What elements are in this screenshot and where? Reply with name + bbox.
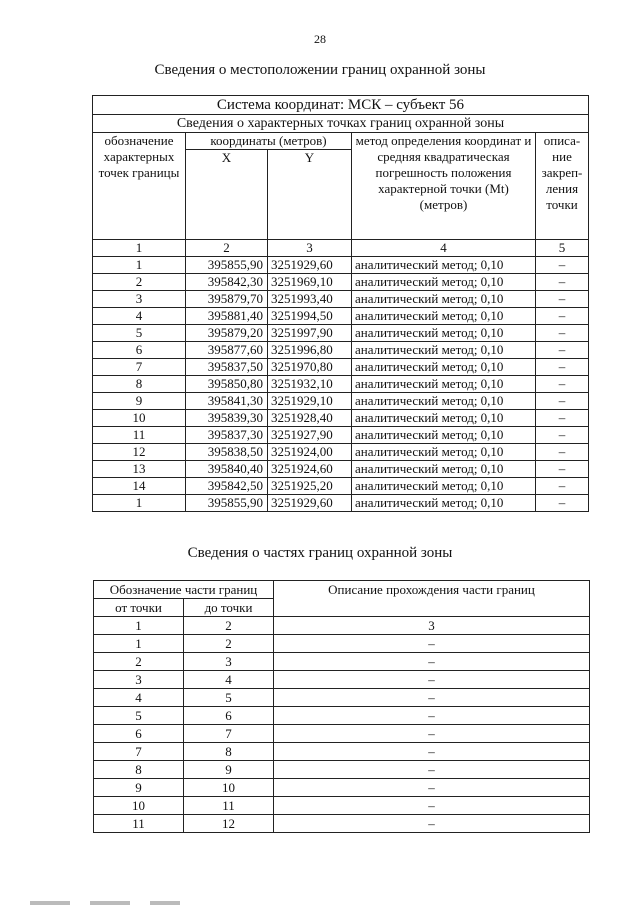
description: – (536, 359, 589, 376)
description: – (536, 393, 589, 410)
table-row (94, 797, 590, 815)
to-point: 2 (184, 635, 274, 653)
table-row (94, 689, 590, 707)
from-point: 4 (94, 689, 184, 707)
table-row (94, 653, 590, 671)
point-number: 2 (93, 274, 186, 291)
from-point: 8 (94, 761, 184, 779)
x-coordinate: 395842,30 (186, 274, 268, 291)
point-number: 11 (93, 427, 186, 444)
point-number: 1 (93, 257, 186, 274)
header-part-designation: Обозначение части границ (94, 581, 274, 599)
method: аналитический метод; 0,10 (352, 495, 536, 512)
section-heading-parts: Сведения о частях границ охранной зоны (187, 545, 453, 561)
part-description: – (274, 635, 590, 653)
to-point: 9 (184, 761, 274, 779)
to-point: 11 (184, 797, 274, 815)
method: аналитический метод; 0,10 (352, 478, 536, 495)
table-row (93, 359, 589, 376)
y-coordinate: 3251969,10 (268, 274, 352, 291)
x-coordinate: 395837,30 (186, 427, 268, 444)
col-num: 1 (93, 240, 186, 257)
method: аналитический метод; 0,10 (352, 376, 536, 393)
y-coordinate: 3251997,90 (268, 325, 352, 342)
to-point: 10 (184, 779, 274, 797)
table-row (93, 376, 589, 393)
point-number: 7 (93, 359, 186, 376)
method: аналитический метод; 0,10 (352, 359, 536, 376)
y-coordinate: 3251925,20 (268, 478, 352, 495)
boundary-parts-table (93, 580, 590, 833)
table-row (93, 410, 589, 427)
table-row (93, 427, 589, 444)
x-coordinate: 395840,40 (186, 461, 268, 478)
boundary-points-table (92, 95, 589, 512)
table-row (94, 761, 590, 779)
method: аналитический метод; 0,10 (352, 444, 536, 461)
from-point: 3 (94, 671, 184, 689)
header-point-designation-line1: обозначение (104, 133, 174, 148)
method: аналитический метод; 0,10 (352, 461, 536, 478)
from-point: 6 (94, 725, 184, 743)
description: – (536, 376, 589, 393)
y-coordinate: 3251924,60 (268, 461, 352, 478)
to-point: 3 (184, 653, 274, 671)
y-coordinate: 3251929,60 (268, 495, 352, 512)
table-row (94, 635, 590, 653)
x-coordinate: 395879,70 (186, 291, 268, 308)
header-description-line1: описа- (543, 133, 581, 148)
x-coordinate: 395842,50 (186, 478, 268, 495)
y-coordinate: 3251993,40 (268, 291, 352, 308)
y-coordinate: 3251932,10 (268, 376, 352, 393)
part-description: – (274, 815, 590, 833)
y-coordinate: 3251929,10 (268, 393, 352, 410)
table-row (94, 815, 590, 833)
header-part-description: Описание прохождения части границ (274, 581, 590, 617)
method: аналитический метод; 0,10 (352, 308, 536, 325)
point-number: 6 (93, 342, 186, 359)
x-coordinate: 395838,50 (186, 444, 268, 461)
x-coordinate: 395839,30 (186, 410, 268, 427)
table-row (94, 743, 590, 761)
section-heading-location: Сведения о местоположении границ охранной зоны (154, 62, 486, 78)
table-row (93, 291, 589, 308)
header-description-line2: ние закреп- ления точки (541, 149, 583, 212)
part-description: – (274, 653, 590, 671)
coordinate-system: Система координат: МСК – субъект 56 (93, 96, 589, 115)
header-to-point: до точки (184, 599, 274, 617)
point-number: 14 (93, 478, 186, 495)
part-description: – (274, 743, 590, 761)
table-row (93, 325, 589, 342)
page-number: 28 (314, 32, 326, 46)
description: – (536, 308, 589, 325)
scan-footer-artifact (0, 895, 640, 905)
col-num: 1 (94, 617, 184, 635)
table-row (94, 707, 590, 725)
to-point: 6 (184, 707, 274, 725)
point-number: 10 (93, 410, 186, 427)
part-description: – (274, 779, 590, 797)
description: – (536, 257, 589, 274)
y-coordinate: 3251928,40 (268, 410, 352, 427)
to-point: 5 (184, 689, 274, 707)
x-coordinate: 395881,40 (186, 308, 268, 325)
table-row (93, 342, 589, 359)
header-from-point: от точки (94, 599, 184, 617)
description: – (536, 427, 589, 444)
part-description: – (274, 761, 590, 779)
from-point: 11 (94, 815, 184, 833)
method: аналитический метод; 0,10 (352, 274, 536, 291)
part-description: – (274, 689, 590, 707)
x-coordinate: 395855,90 (186, 495, 268, 512)
col-num: 5 (536, 240, 589, 257)
col-num: 3 (274, 617, 590, 635)
x-coordinate: 395877,60 (186, 342, 268, 359)
part-description: – (274, 671, 590, 689)
from-point: 10 (94, 797, 184, 815)
point-number: 9 (93, 393, 186, 410)
x-coordinate: 395850,80 (186, 376, 268, 393)
point-number: 8 (93, 376, 186, 393)
y-coordinate: 3251996,80 (268, 342, 352, 359)
description: – (536, 291, 589, 308)
method: аналитический метод; 0,10 (352, 427, 536, 444)
x-coordinate: 395879,20 (186, 325, 268, 342)
from-point: 2 (94, 653, 184, 671)
table-row (93, 478, 589, 495)
description: – (536, 325, 589, 342)
table-row (94, 779, 590, 797)
table-row (93, 461, 589, 478)
method: аналитический метод; 0,10 (352, 410, 536, 427)
point-number: 1 (93, 495, 186, 512)
header-x: X (186, 150, 268, 240)
table-row (93, 274, 589, 291)
table-row (94, 725, 590, 743)
y-coordinate: 3251994,50 (268, 308, 352, 325)
point-number: 3 (93, 291, 186, 308)
x-coordinate: 395855,90 (186, 257, 268, 274)
from-point: 9 (94, 779, 184, 797)
description: – (536, 495, 589, 512)
header-description (536, 133, 589, 240)
part-description: – (274, 797, 590, 815)
col-num: 3 (268, 240, 352, 257)
x-coordinate: 395841,30 (186, 393, 268, 410)
table-row (93, 444, 589, 461)
method: аналитический метод; 0,10 (352, 325, 536, 342)
y-coordinate: 3251927,90 (268, 427, 352, 444)
from-point: 1 (94, 635, 184, 653)
description: – (536, 342, 589, 359)
table-row (93, 257, 589, 274)
y-coordinate: 3251970,80 (268, 359, 352, 376)
table-row (93, 393, 589, 410)
method: аналитический метод; 0,10 (352, 342, 536, 359)
method: аналитический метод; 0,10 (352, 291, 536, 308)
header-point-designation-line2: характерных точек границы (98, 149, 180, 180)
table-row (94, 671, 590, 689)
table-row (93, 308, 589, 325)
description: – (536, 461, 589, 478)
to-point: 8 (184, 743, 274, 761)
method: аналитический метод; 0,10 (352, 393, 536, 410)
y-coordinate: 3251929,60 (268, 257, 352, 274)
header-coordinates: координаты (метров) (186, 133, 352, 150)
col-num: 2 (184, 617, 274, 635)
header-point-designation (93, 133, 186, 240)
y-coordinate: 3251924,00 (268, 444, 352, 461)
description: – (536, 274, 589, 291)
part-description: – (274, 725, 590, 743)
table-subtitle: Сведения о характерных точках границ охранной зоны (93, 115, 589, 133)
part-description: – (274, 707, 590, 725)
to-point: 7 (184, 725, 274, 743)
header-y: Y (268, 150, 352, 240)
x-coordinate: 395837,50 (186, 359, 268, 376)
point-number: 5 (93, 325, 186, 342)
point-number: 13 (93, 461, 186, 478)
table-row (93, 495, 589, 512)
description: – (536, 478, 589, 495)
point-number: 12 (93, 444, 186, 461)
col-num: 4 (352, 240, 536, 257)
method: аналитический метод; 0,10 (352, 257, 536, 274)
description: – (536, 444, 589, 461)
point-number: 4 (93, 308, 186, 325)
to-point: 12 (184, 815, 274, 833)
header-method: метод определения координат и средняя квадратическая погрешность положения характерной точки (Mt) (метров) (352, 133, 536, 240)
from-point: 5 (94, 707, 184, 725)
to-point: 4 (184, 671, 274, 689)
col-num: 2 (186, 240, 268, 257)
from-point: 7 (94, 743, 184, 761)
description: – (536, 410, 589, 427)
